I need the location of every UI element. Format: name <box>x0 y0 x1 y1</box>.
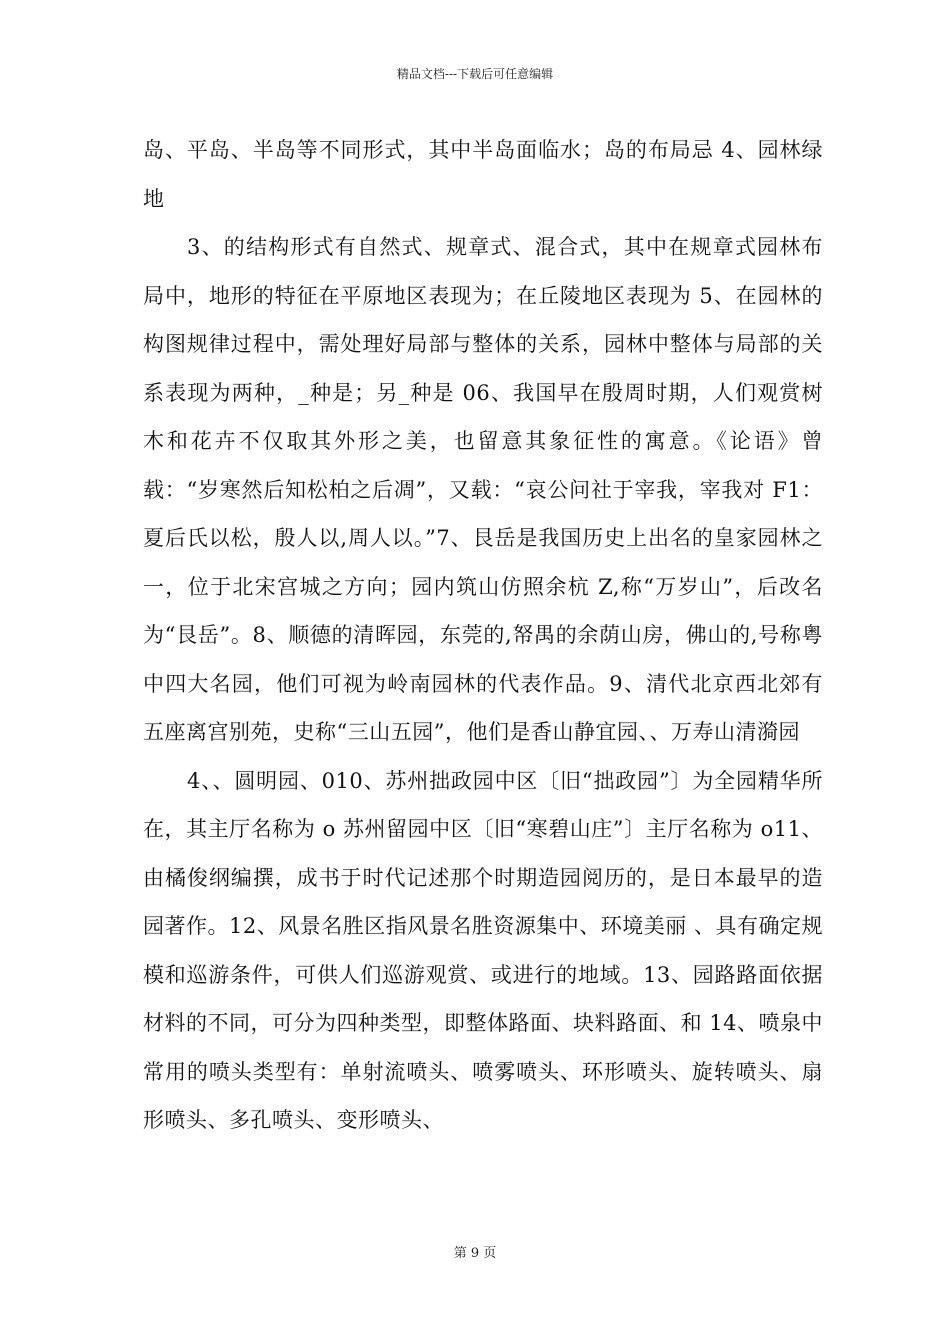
paragraph: 3、的结构形式有自然式、规章式、混合式，其中在规章式园林布局中，地形的特征在平原地区表现为；在丘陵地区表现为 5、在园林的构图规律过程中，需处理好局部与整体的关系，园林中整体与局部的关系表现为两种，_种是；另_种是 06、我国早在殷周时期，人们观赏树木和花卉不仅取其外形之美，也留意其象征性的寓意。《论语》曾载：“岁寒然后知松柏之后凋”，又载：“哀公问社于宰我，宰我对 F1：夏后氏以松，殷人以,周人以。”7、艮岳是我国历史上出名的皇家园林之一，位于北宋宫城之方向；园内筑山仿照余杭 Z,称“万岁山”，后改名为“艮岳”。8、顺德的清晖园，东莞的,帑禺的余荫山房，佛山的,号称粤中四大名园，他们可视为岭南园林的代表作品。9、清代北京西北郊有五座离宫别苑，史称“三山五园”，他们是香山静宜园、、万寿山清漪园 <box>143 235 823 744</box>
paragraph: 4、、圆明园、010、苏州拙政园中区〔旧“拙政园”〕为全园精华所在，其主厅名称为 o 苏州留园中区〔旧“寒碧山庄”〕主厅名称为 o11、由橘俊纲编撰，成书于时代记述那个时期造园阅历的，是日本最早的造园著作。12、风景名胜区指风景名胜资源集中、环境美丽 、具有确定规模和巡游条件，可供人们巡游观赏、或进行的地域。13、园路路面依据材料的不同，可分为四种类型，即整体路面、块料路面、和 14、喷泉中常用的喷头类型有：单射流喷头、喷雾喷头、环形喷头、旋转喷头、扇形喷头、多孔喷头、变形喷头、 <box>143 768 823 1132</box>
paragraph-continued: 岛、平岛、半岛等不同形式，其中半岛面临水；岛的布局忌 4、园林绿地 <box>143 138 823 211</box>
document-body <box>143 126 823 1145</box>
page-header: 精品文档---下载后可任意编辑 <box>396 67 554 81</box>
page-number: 第 9 页 <box>453 1246 497 1261</box>
